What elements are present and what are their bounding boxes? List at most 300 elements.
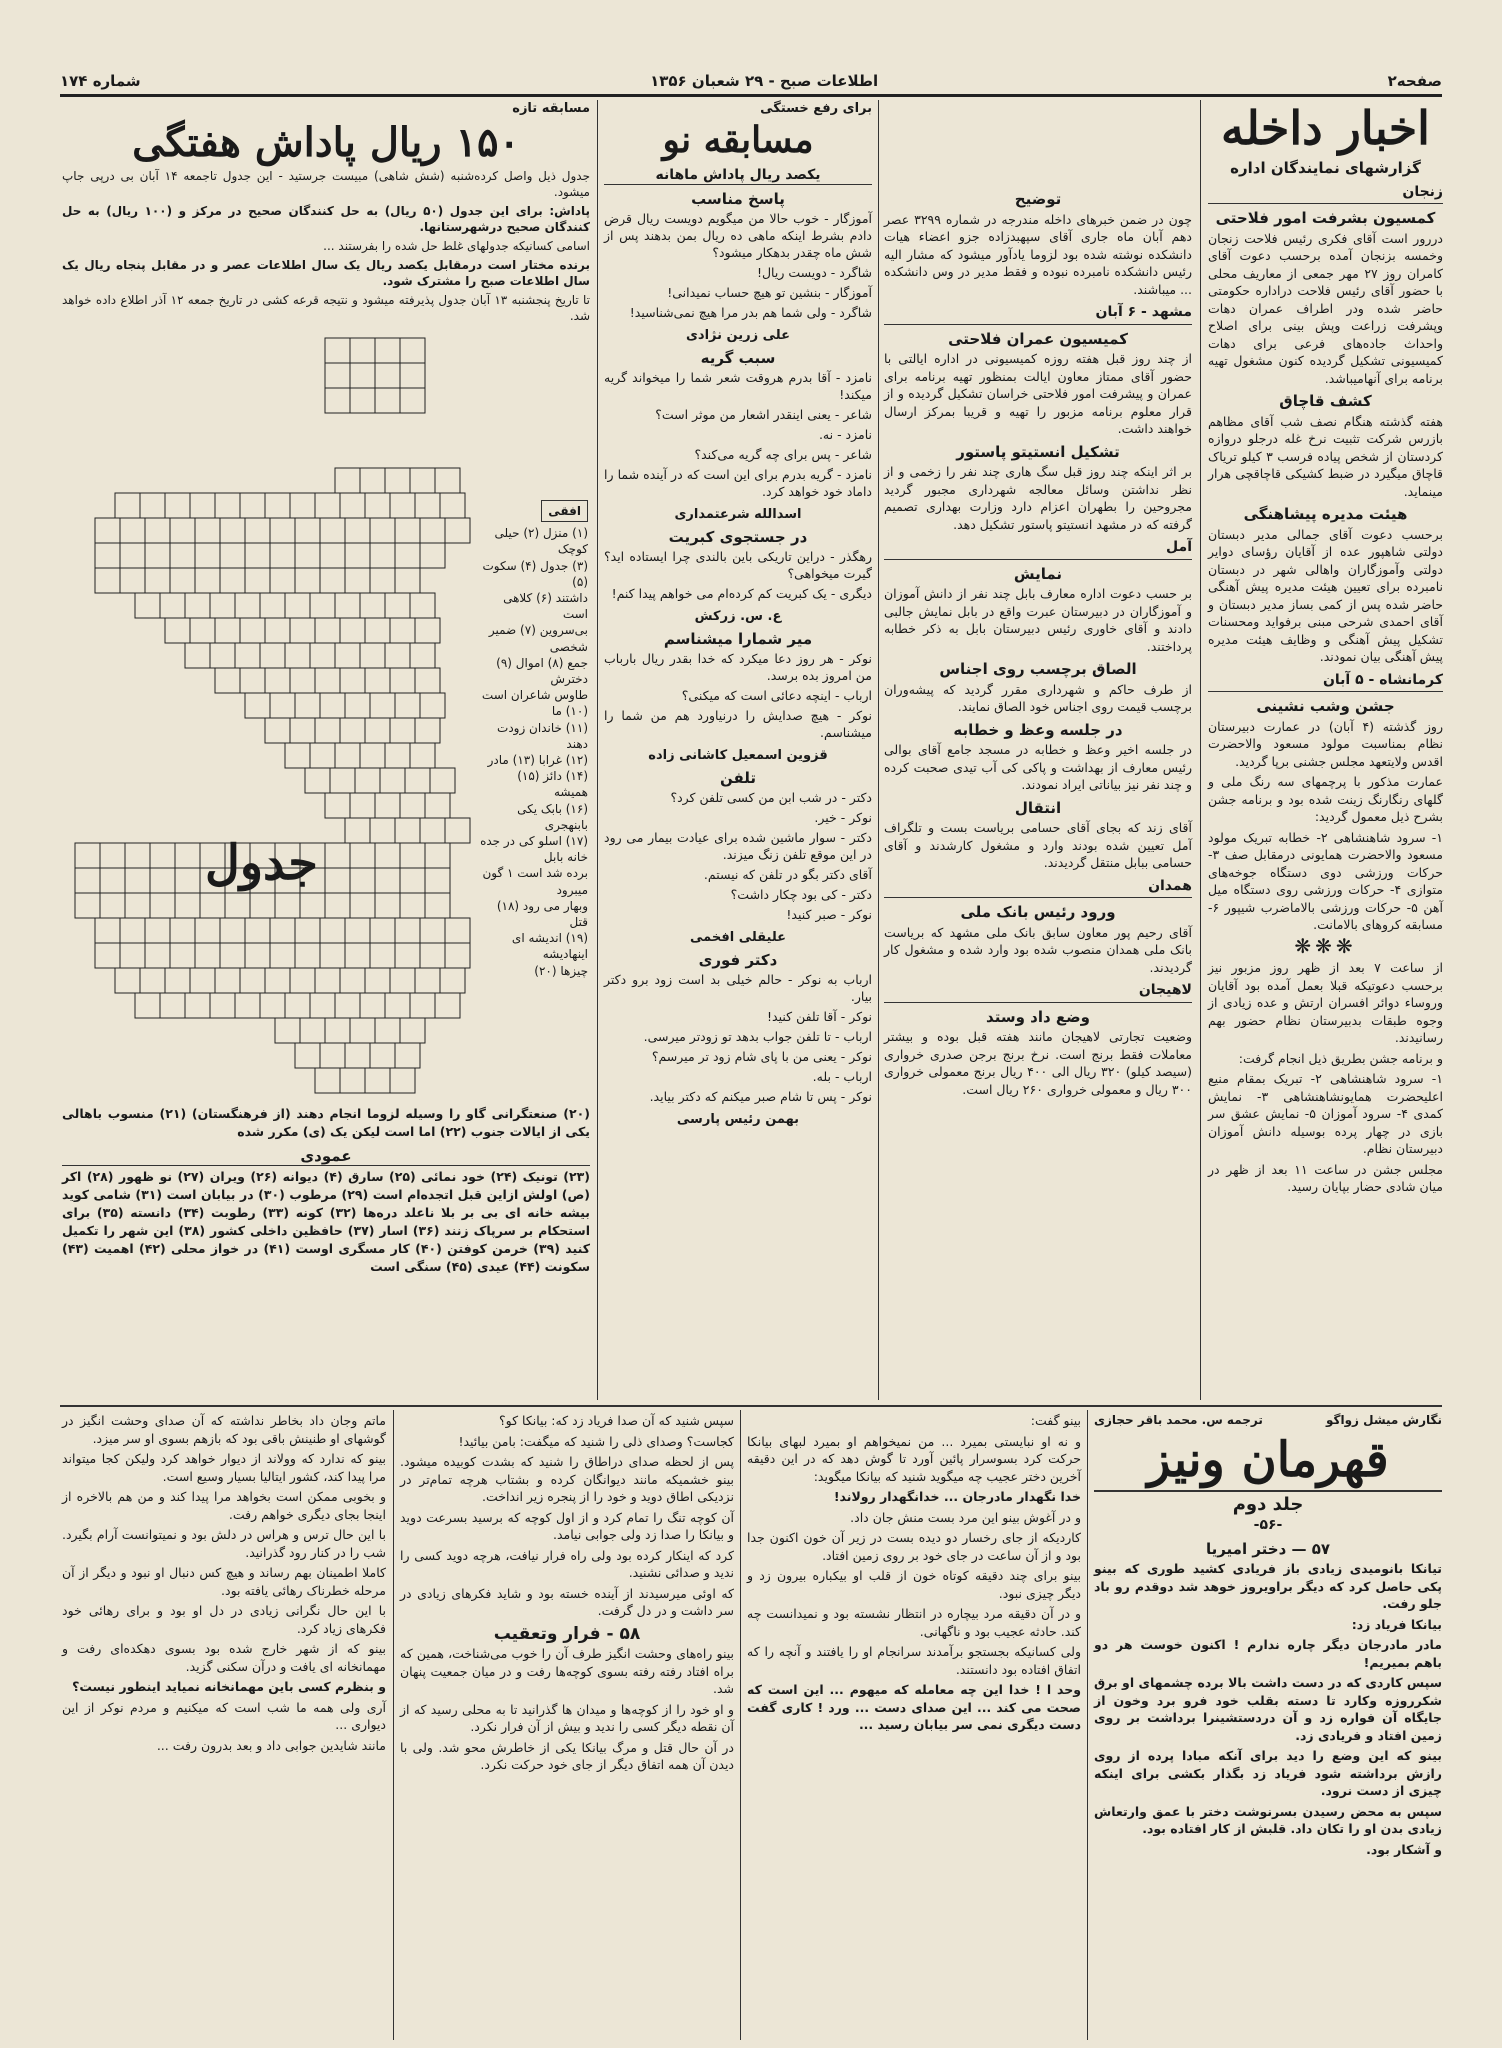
crossword-header: [62, 100, 591, 323]
headline: جشن وشب نشینی: [1256, 697, 1395, 715]
novel-text: و بخوبی ممکن است بخواهد مرا پیدا کند و من هم بالاخره از اینجا بجای دیگری خواهم رفت.: [62, 1489, 386, 1522]
grid-cell: [315, 1068, 340, 1093]
clue-line: (۱۲) غرابا (۱۳) مادر: [487, 753, 588, 768]
grid-cell: [425, 793, 450, 818]
grid-cell: [260, 643, 285, 668]
grid-cell: [200, 893, 225, 918]
grid-cell: [270, 693, 295, 718]
grid-cell: [75, 893, 100, 918]
grid-cell: [195, 518, 220, 543]
novel-text: مانند شایدین جوابی داد و بعد بدرون رفت ...: [156, 1737, 386, 1753]
grid-cell: [75, 843, 100, 868]
article-text: و برنامه جشن بطریق ذیل انجام گرفت:: [1238, 1050, 1443, 1066]
grid-cell: [295, 943, 320, 968]
novel-text: کرد که اینکار کرده بود ولی راه فرار نیافت، هرچه دوید کسی را ندید و صدائی نشنید.: [400, 1547, 734, 1580]
grid-cell: [170, 518, 195, 543]
grid-cell: [240, 968, 265, 993]
contest-text: تا تاریخ پنجشنبه ۱۳ آبان جدول پذیرفته میشود و نتیجه قرعه کشی در تاریخ جمعه ۱۲ آذر اطلاع داده خواهد شد.: [62, 292, 591, 323]
grid-cell: [350, 363, 375, 388]
grid-cell: [295, 543, 320, 568]
headline: انتقال: [1014, 798, 1062, 817]
grid-cell: [400, 338, 425, 363]
grid-cell: [375, 793, 400, 818]
joke-title: در جستجوی کبریت: [668, 528, 808, 546]
headline: کمسیون بشرفت امور فلاحتی: [1215, 209, 1436, 227]
grid-cell: [220, 943, 245, 968]
grid-cell: [370, 543, 395, 568]
grid-cell: [315, 493, 340, 518]
grid-cell: [145, 918, 170, 943]
novel-text: سپس شنید که آن صدا فریاد زد که: بیانکا کو؟: [499, 1413, 734, 1428]
grid-cell: [370, 818, 395, 843]
grid-cell: [165, 968, 190, 993]
grid-cell: [345, 943, 370, 968]
grid-cell: [395, 918, 420, 943]
grid-cell: [340, 1068, 365, 1093]
article-text: بر حسب دعوت اداره معارف بابل چند نفر از دانش آموزان و آموزگاران در دبیرستان عبرت واقع در بابل نمایش جالبی دادند و آقای خاوری رئیس دبیرستان بابل به ذکر خطابه پرداختند.: [884, 586, 1192, 654]
grid-cell: [305, 768, 330, 793]
masthead: [60, 68, 1442, 97]
grid-cell: [390, 1068, 415, 1093]
grid-cell: [195, 568, 220, 593]
novel-text: مادر مادرجان دیگر چاره ندارم ! اکنون خوست هر دو باهم بمیریم!: [1094, 1637, 1442, 1670]
horizontal-clues-heading: افقی: [541, 500, 588, 522]
grid-cell: [95, 518, 120, 543]
novel-text: و در آغوش بینو این مرد بست منش جان داد.: [850, 1509, 1081, 1525]
grid-cell: [170, 568, 195, 593]
grid-cell: [215, 618, 240, 643]
grid-cell: [315, 668, 340, 693]
grid-cell: [115, 968, 140, 993]
article-text: از چند روز قبل هفته روزه کمیسیونی در اداره ایالتی با حضور آقای ممتاز معاون ایالت بمنظور تهیه برنامه برای عمران و پیشرفت امور فلاحتی خراسان تشکیل گردیده و از قرار معلوم برنامه مزبور را تهیه و قریبا بمرکز ارسال خواهند داشت.: [884, 351, 1192, 436]
grid-cell: [340, 968, 365, 993]
grid-cell: [320, 1043, 345, 1068]
city-label: آمل: [884, 539, 1192, 560]
grid-cell: [385, 468, 410, 493]
grid-cell: [365, 493, 390, 518]
grid-cell: [415, 968, 440, 993]
novel-text: در آن حال قتل و مرگ بیانکا یکی از خاطرش محو شد. ولی با دیدن آن همه اتفاق دیگر از جای خود حرکت نکرد.: [400, 1739, 734, 1772]
grid-cell: [100, 893, 125, 918]
novel-text: تیانکا بانومیدی زیادی باز فریادی کشید طوری که بینو پکی حاصل کرد که دیگر براویروز خوهد شد دوقدم رو باد جلو رفت.: [1094, 1561, 1442, 1611]
grid-cell: [345, 518, 370, 543]
grid-cell: [145, 543, 170, 568]
grid-cell: [125, 868, 150, 893]
joke-text: ارباب - اینچه دعائی است که میکنی؟: [681, 688, 872, 703]
clue-line: (۳) جدول (۴) سکوت (۵): [482, 558, 588, 589]
grid-cell: [410, 993, 435, 1018]
clue-text: (۲۳) تونیک (۲۴) خود نمائی (۲۵) سارق (۴) دیوانه (۲۶) ویران (۲۷) نو ظهور (۲۸) اکر (ص) اولش ازاین قبل اتجده‌ام است (۲۹) مرطوب (۳۰) در بیابان است (۳۱) شامی کوید بیشه خانه ای بی بر بلا ناعلد دره‌ها (۳۲) کونه (۳۳) رطوبت (۳۴) دانسته (۳۵) برای استحکام بر سرپاک زنند (۳۶) اسار (۳۷) حافظین داخلی کشور (۳۸) این شهر را تکمیل کنید (۳۹) خرمن کوفتن (۴۰) کار مسگری اوست (۴۱) در خواز محلی (۴۲) اهمیت (۴۳) سکونت (۴۴) عیدی (۴۵) سنگی است: [62, 1169, 590, 1274]
grid-cell: [290, 968, 315, 993]
headline: الصاق برچسب روی اجناس: [939, 660, 1137, 678]
novel-text: که اوئی میرسیدند از آینده خسته بود و شاید فکرهای زیادی در سر داشت و در دل گرفت.: [400, 1585, 734, 1618]
grid-cell: [390, 618, 415, 643]
grid-cell: [325, 793, 350, 818]
grid-cell: [435, 993, 460, 1018]
grid-cell: [270, 518, 295, 543]
joke-text: نوکر - هر روز دعا میکرد که خدا بقدر ریال بارباب من امروز بده برسد.: [604, 651, 872, 683]
grid-cell: [350, 868, 375, 893]
grid-cell: [400, 868, 425, 893]
grid-cell: [195, 943, 220, 968]
novel-continuation-b: [747, 1412, 1081, 2040]
chapter-heading: ۵۷ — دختر امیریا: [1205, 1539, 1331, 1558]
grid-cell: [135, 993, 160, 1018]
grid-cell: [350, 843, 375, 868]
grid-cell: [300, 893, 325, 918]
grid-cell: [355, 768, 380, 793]
grid-cell: [75, 868, 100, 893]
grid-cell: [420, 918, 445, 943]
grid-cell: [195, 543, 220, 568]
paper-date: اطلاعات صبح - ۲۹ شعبان ۱۳۵۶: [650, 72, 879, 90]
grid-cell: [120, 943, 145, 968]
grid-cell: [375, 843, 400, 868]
grid-cell: [320, 943, 345, 968]
grid-cell: [270, 543, 295, 568]
grid-cell: [400, 1018, 425, 1043]
grid-cell: [185, 993, 210, 1018]
grid-cell: [395, 943, 420, 968]
article-text: در جلسه اخیر وعظ و خطابه در مسجد جامع آقای بوالی رئیس معارف از بهداشت و پاکی کی آب تیدی صحبت کرده و چند نفر نیز بیاناتی ایراد نمودند.: [884, 742, 1192, 792]
grid-cell: [385, 993, 410, 1018]
grid-cell: [220, 518, 245, 543]
grid-cell: [290, 493, 315, 518]
joke-author: علیقلی افخمی: [689, 930, 787, 945]
grid-cell: [320, 693, 345, 718]
clue-line: (۱۴) دائز (۱۵) همیشه: [517, 769, 588, 800]
article-text: وضعیت تجارتی لاهیجان مانند هفته قبل بوده و بیشتر معاملات فقط برنج است. نرخ برنج برجن صدری خرواری (سیصد کیلو) ۳۲۰ ریال الی ۴۰۰ ریال برنج معمولی خرواری ۳۰۰ ریال و معمولی خرواری ۲۶۰ ریال است.: [884, 1029, 1192, 1097]
issue-number: شماره ۱۷۴: [60, 72, 141, 90]
grid-cell: [335, 993, 360, 1018]
grid-cell: [245, 568, 270, 593]
city-label: لاهیجان: [884, 982, 1192, 1003]
clue-text: (۲۰) صنعتگرانی گاو را وسیله لزوما انجام دهند (از فرهنگستان) (۲۱) منسوب باهالی یکی از ایالات جنوب (۲۲) اما است لیکن یک (ی) مکرر شده: [62, 1106, 591, 1139]
grid-cell: [160, 993, 185, 1018]
novel-text: و آشکار بود.: [1366, 1841, 1442, 1857]
joke-text: نوکر - یعنی من با پای شام زود تر میرسم؟: [651, 1049, 872, 1064]
grid-cell: [215, 968, 240, 993]
novel-text: کاردیکه از جای رخسار دو دیده بست در زیر آن خون اکنون جدا بود و از آن ساعت در جای خود بر روی زمین افتاد.: [747, 1530, 1081, 1563]
grid-cell: [345, 818, 370, 843]
novel-text: ولی کسانیکه بجستجو برآمدند سرانجام او را یافتند و آنچه را که اتفاق افتاده بود دانستند.: [747, 1644, 1081, 1677]
section-divider: [60, 1405, 1442, 1407]
joke-title: پاسخ مناسب: [691, 190, 785, 208]
grid-cell: [210, 643, 235, 668]
headline: در جلسه وعظ و خطابه: [953, 720, 1123, 739]
headline: وضع داد وستد: [986, 1007, 1090, 1026]
grid-cell: [260, 993, 285, 1018]
domestic-news-subtitle: گزارشهای نمایندگان اداره: [1230, 159, 1421, 177]
grid-cell: [270, 918, 295, 943]
headline: ورود رئیس بانک ملی: [960, 903, 1116, 921]
contest-title: مسابقه نو: [662, 119, 814, 161]
article-text: آقای رحیم پور معاون سابق بانک ملی مشهد که بریاست بانک ملی همدان منصوب شده بود وارد شده و مشغول کار گردیدند.: [884, 924, 1192, 975]
grid-cell: [165, 493, 190, 518]
grid-cell: [445, 818, 470, 843]
grid-cell: [315, 618, 340, 643]
grid-cell: [325, 363, 350, 388]
novel-continuation-d: [62, 1412, 386, 2040]
grid-cell: [300, 1018, 325, 1043]
novel-text: وحد ا ! خدا این چه معامله که میهوم ... این است که صحت می کند ... این صدای دست ... ورد ! کاری گفت دست دیگری نمی سر بیابان رسید ...: [747, 1682, 1081, 1732]
joke-text: آموزگار - خوب حالا من میگویم دویست ریال قرض دادم بشرط اینکه ماهی ده ریال بمن بدهند پس از شش ماه چقدر بدهکار میشود؟: [604, 211, 872, 260]
grid-cell: [375, 363, 400, 388]
grid-cell: [220, 568, 245, 593]
grid-cell: [315, 718, 340, 743]
novel-translator: ترجمه س. محمد باقر حجازی: [1094, 1413, 1263, 1427]
grid-cell: [365, 618, 390, 643]
grid-cell: [340, 618, 365, 643]
grid-cell: [435, 468, 460, 493]
grid-cell: [175, 893, 200, 918]
clue-line: چیزها (۲۰): [534, 963, 588, 978]
grid-cell: [120, 918, 145, 943]
grid-cell: [270, 568, 295, 593]
grid-cell: [330, 768, 355, 793]
grid-cell: [140, 968, 165, 993]
grid-cell: [320, 918, 345, 943]
chapter-heading: ۵۸ - فرار وتعقیب: [493, 1623, 641, 1644]
grid-cell: [190, 618, 215, 643]
grid-cell: [290, 668, 315, 693]
grid-cell: [175, 843, 200, 868]
novel-text: سپس کاردی که در دست داشت بالا برده چشمهای او برق شکرروزه وکارد تا دسته بقلب خود فرو برد وخون از جایگاه آن فواره زد و آن دردستشینرا برداشت بر روی زمین افتاد و فریادی زد.: [1094, 1675, 1442, 1743]
article-text: ۱- سرود شاهنشاهی ۲- خطابه تبریک مولود مسعود والاحضرت همایونی درمقابل صف ۳- حرکات ورزشی دوی دستگاه جوخه‌های متوازی ۴- حرکات ورزشی روی دستگاه میل آهن ۵- حرکات ورزشی بالاماضرب شیپور ۶- مسابقه کروهای بالامانت.: [1208, 829, 1443, 932]
clue-line: (۱۶) بابک یکی بابنهجری: [517, 801, 588, 832]
contest-subtitle: یکصد ریال پاداش ماهانه: [604, 167, 872, 185]
grid-cell: [210, 593, 235, 618]
grid-cell: [220, 918, 245, 943]
grid-cell: [420, 543, 445, 568]
grid-cell: [290, 618, 315, 643]
grid-cell: [415, 668, 440, 693]
grid-cell: [150, 868, 175, 893]
grid-cell: [325, 893, 350, 918]
grid-cell: [95, 918, 120, 943]
headline: تشکیل انستیتو پاستور: [956, 442, 1120, 461]
joke-title: سبب گریه: [700, 349, 776, 367]
grid-cell: [275, 1018, 300, 1043]
article-text: از طرف حاکم و شهرداری مقرر گردید که پیشه‌وران برچسب قیمت روی اجناس خود الصاق نمایند.: [884, 681, 1192, 714]
city-label: کرمانشاه - ۵ آبان: [1208, 672, 1443, 693]
grid-cell: [400, 363, 425, 388]
grid-cell: [235, 993, 260, 1018]
col-rule: [1200, 100, 1201, 1400]
grid-cell: [170, 918, 195, 943]
grid-cell: [420, 943, 445, 968]
novel-text: ماتم وجان داد بخاطر نداشته که آن صدای وحشت انگیز در گوشهای او طنینش باقی بود که بازهم بسوی او سر میزد.: [62, 1413, 386, 1446]
grid-cell: [310, 643, 335, 668]
joke-text: ارباب به نوکر - حالم خیلی بد است زود برو دکتر بیار.: [604, 972, 872, 1004]
grid-cell: [340, 718, 365, 743]
novel-text: بینو که از شهر خارج شده بود بسوی دهکده‌ای رفت و مهمانخانه ای یافت و درآن سکنی گزید.: [62, 1641, 386, 1674]
grid-cell: [145, 518, 170, 543]
novel-part-number: -۵۶-: [1253, 1517, 1283, 1533]
grid-cell: [345, 568, 370, 593]
grid-cell: [360, 593, 385, 618]
headline: هیئت مدیره پیشاهنگی: [1243, 505, 1408, 523]
grid-cell: [265, 618, 290, 643]
grid-cell: [275, 893, 300, 918]
crossword-title: جدول: [205, 835, 318, 891]
joke-title: میر شمارا میشناسم: [663, 630, 813, 648]
novel-text: و او خود را از کوچه‌ها و میدان ها گذرانید تا به محلی رسید که از آن نقطه دیگر کسی را ندید و بیش از آن فرار نکرد.: [400, 1701, 734, 1734]
grid-cell: [365, 718, 390, 743]
grid-cell: [400, 843, 425, 868]
grid-cell: [150, 843, 175, 868]
grid-cell: [350, 338, 375, 363]
grid-cell: [360, 743, 385, 768]
grid-cell: [265, 968, 290, 993]
page-number: صفحه۲: [1387, 72, 1442, 90]
joke-author: قزوین اسمعیل کاشانی زاده: [648, 748, 828, 763]
grid-cell: [295, 1043, 320, 1068]
joke-text: شاعر - یعنی اینقدر اشعار من موثر است؟: [655, 407, 872, 422]
horizontal-clues: [480, 500, 588, 979]
grid-cell: [350, 893, 375, 918]
grid-cell: [195, 918, 220, 943]
regional-news-column: [884, 185, 1192, 1400]
grid-cell: [375, 893, 400, 918]
grid-cell: [440, 968, 465, 993]
grid-cell: [135, 593, 160, 618]
novel-text: و نه او نبایستی بمیرد ... من نمیخواهم او بمیرد لبهای بیانکا حرکت کرد بسوسرار پائین آورد تا گوش دهد که در این دقیقه آخرین دختر عجیب چه میگوید شنید که بیانکا میگوید:: [747, 1433, 1081, 1484]
grid-cell: [140, 493, 165, 518]
crossword-grid: [75, 318, 470, 1100]
article-text: روز گذشته (۴ آبان) در عمارت دبیرستان نظام بمناسبت مولود مسعود والاحضرت اقدس ولایتعهد مجلس جشنی برپا گردید.: [1208, 718, 1443, 769]
grid-cell: [365, 668, 390, 693]
grid-cell: [385, 743, 410, 768]
grid-cell: [370, 918, 395, 943]
grid-cell: [375, 868, 400, 893]
clue-line: بی‌سروین (۷) ضمیر شخصی: [488, 623, 588, 654]
contest-text: جدول ذیل واصل کرده‌شنبه (شش شاهی) مبیست جرستید - این جدول تاجمعه ۱۴ آبان بی درپی جاپ میشود.: [62, 168, 591, 199]
joke-text: رهگذر - دراین تاریکی باین بالندی چرا ایستاده اید؟ گیرت میخواهی؟: [604, 549, 872, 581]
joke-text: نوکر - خیر.: [814, 810, 872, 825]
grid-cell: [370, 518, 395, 543]
contest-text: اسامی کسانیکه جدولهای غلط حل شده را بفرستند ...: [323, 238, 590, 253]
grid-cell: [220, 543, 245, 568]
ornament: ❋❋❋: [1294, 933, 1357, 958]
joke-text: دیگری - یک کبریت کم کرده‌ام می خواهم پیدا کنم!: [611, 586, 872, 601]
grid-cell: [385, 593, 410, 618]
grid-cell: [420, 518, 445, 543]
grid-cell: [325, 338, 350, 363]
grid-cell: [245, 918, 270, 943]
headline: کمیسیون عمران فلاحتی: [948, 329, 1128, 348]
grid-cell: [190, 493, 215, 518]
novel-text: بینو برای چند دقیقه کوتاه خون از قلب او بیکباره بیرون زد و دیگر چیزی نبود.: [747, 1568, 1081, 1601]
grid-cell: [345, 693, 370, 718]
joke-author: ع. س. زرکش: [694, 609, 782, 624]
crossword-footer: [62, 1105, 590, 1400]
grid-cell: [395, 543, 420, 568]
grid-cell: [245, 943, 270, 968]
article-text: از ساعت ۷ بعد از ظهر روز مزبور نیز برحسب دعوتیکه قبلا بعمل آمده بود آقایان وروساء دوائر افسران ارتش و عده زیادی از وجوه طبقات بدبیرستان نظام حضور بهم رسانیدند.: [1208, 960, 1443, 1045]
grid-cell: [295, 518, 320, 543]
grid-cell: [410, 593, 435, 618]
joke-text: نامزد - گریه بدرم برای این است که در آینده شما را داماد خود خواهد کرد.: [604, 467, 872, 499]
grid-cell: [345, 918, 370, 943]
grid-cell: [350, 1018, 375, 1043]
grid-cell: [320, 518, 345, 543]
grid-cell: [445, 943, 470, 968]
grid-cell: [250, 893, 275, 918]
grid-cell: [410, 743, 435, 768]
joke-text: شاعر - پس برای چه گریه می‌کند؟: [694, 447, 872, 462]
novel-volume: جلد دوم: [1232, 1493, 1304, 1515]
grid-cell: [285, 593, 310, 618]
grid-cell: [345, 1043, 370, 1068]
joke-text: دکتر - کی بود چکار داشت؟: [730, 887, 872, 902]
grid-cell: [170, 943, 195, 968]
section-label: مسابقه تازه: [512, 101, 590, 116]
joke-text: دکتر - سوار ماشین شده برای عیادت بیمار می رود در این موقع تلفن زنگ میزند.: [604, 830, 872, 862]
grid-cell: [335, 743, 360, 768]
grid-cell: [390, 968, 415, 993]
grid-cell: [390, 493, 415, 518]
grid-cell: [425, 843, 450, 868]
grid-cell: [335, 468, 360, 493]
novel-text: و در آن دقیقه مرد بیچاره در انتظار نشسته بود و نمیدانست چه کند. حادثه عجیب بود و ناگهانی.: [747, 1606, 1081, 1639]
joke-text: ارباب - بله.: [812, 1069, 872, 1084]
grid-cell: [365, 968, 390, 993]
joke-text: نوکر - هیچ صدایش را درنیاورد هم من شما را میشناسم.: [604, 708, 872, 740]
grid-cell: [375, 1018, 400, 1043]
grid-cell: [375, 338, 400, 363]
novel-text: آری ولی همه ما شب است که میکنیم و مردم نوکر از این دیواری ...: [62, 1699, 386, 1732]
grid-cell: [335, 593, 360, 618]
grid-cell: [370, 1043, 395, 1068]
grid-cell: [360, 468, 385, 493]
grid-cell: [400, 388, 425, 413]
grid-cell: [115, 493, 140, 518]
article-text: آقای زند که بجای آقای حسامی بریاست بست و تلگراف آمل تعیین شده بودند وارد و مشغول کارشدند و آقای حسامی ببابل منتقل گردیدند.: [884, 820, 1192, 870]
grid-cell: [245, 693, 270, 718]
serial-novel-column: [1094, 1412, 1442, 2040]
grid-cell: [95, 568, 120, 593]
grid-cell: [405, 768, 430, 793]
section-label: برای رفع خستگی: [760, 101, 872, 116]
novel-text: بینو که ندارد که وولاند از دیوار خواهد کرد ولیکن کجا میتواند مرا پیدا کند، کشور ایتالیا بسیار وسیع است.: [62, 1451, 386, 1484]
grid-cell: [395, 518, 420, 543]
joke-text: ارباب - تا تلفن جواب بدهد تو زودتر میرسی.: [643, 1029, 872, 1044]
grid-cell: [395, 1043, 420, 1068]
article-text: بر اثر اینکه چند روز قبل سگ هاری چند نفر را زخمی و از نظر نداشتن وسائل معالجه شهرداری مجبور گردید مجروحین را بطهران اعزام دارد وزارت بهداری تصمیم گرفته که در مشهد انستیتو پاستور تشکیل دهد.: [884, 464, 1192, 532]
city-label: همدان: [884, 878, 1192, 899]
contest-text: برنده مختار است درمقابل یکصد ریال یک سال اطلاعات عصر و در مقابل پنجاه ریال یک سال اطلاعات صبح را مشترک شود.: [62, 257, 590, 288]
contest-text: پاداش: برای این جدول (۵۰ ریال) به حل کنندگان صحیح در مرکز و (۱۰۰ ریال) به حل کنندگان صحیح درشهرستانها.: [62, 203, 590, 234]
grid-cell: [240, 618, 265, 643]
grid-cell: [145, 568, 170, 593]
joke-text: نوکر - صبر کنید!: [786, 907, 872, 922]
novel-byline-row: [1094, 1412, 1442, 1430]
joke-text: آموزگار - بنشین تو هیچ حساب نمیدانی!: [667, 285, 872, 300]
grid-cell: [270, 943, 295, 968]
grid-cell: [265, 493, 290, 518]
novel-text: کاملا اطمینان بهم رساند و هیچ کس دنبال او نبود و دیگر از آن مرحله خطرناک رهائی یافته بود.: [62, 1565, 386, 1598]
grid-cell: [245, 543, 270, 568]
novel-text: آن کوچه تنگ را تمام کرد و از اول کوچه که برسید بسرعت دوید و بیانکا را صدا زد ولی جوابی نیامد.: [400, 1509, 734, 1542]
city-label: زنجان: [1208, 184, 1443, 205]
clue-line: (۱) منزل (۲) حیلی کوچک: [494, 526, 588, 557]
grid-cell: [240, 668, 265, 693]
grid-cell: [120, 518, 145, 543]
joke-title: دکتر فوری: [698, 951, 778, 969]
novel-text: با این حال نگرانی زیادی در دل او بود و برای رهائی خود فکرهای زیاد کرد.: [62, 1603, 386, 1636]
grid-cell: [100, 843, 125, 868]
